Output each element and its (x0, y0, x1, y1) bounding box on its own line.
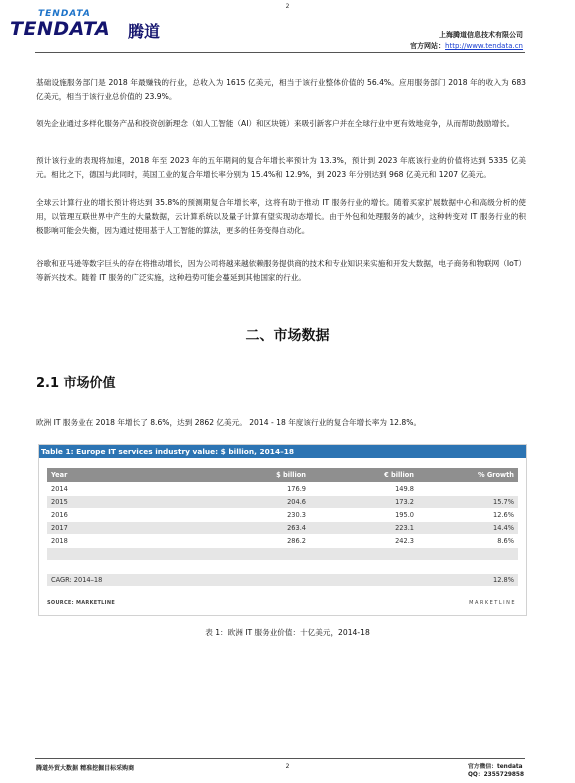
cell-year: 2015 (51, 498, 68, 506)
table-caption: 表 1：欧洲 IT 服务业价值：十亿美元，2014-18 (205, 628, 370, 637)
cell-year: 2017 (51, 524, 68, 532)
company-name: 上海腾道信息技术有限公司 (439, 31, 523, 39)
column-header-growth: % Growth (477, 471, 514, 479)
tendata-logo (10, 8, 170, 44)
table-row (47, 535, 518, 547)
top-page-number: 2 (285, 3, 290, 10)
logo-small-text: TENDATA (38, 9, 91, 19)
paragraph-cloud: 全球云计算行业的增长预计将达到 35.8%的预测期复合年增长率，这将有助于推动 IT 服务行业的增长。随着买家扩展数据中心和高级分析的使用，以管理互联世界中产生的大量数据，云计算系统以及量子计算有望实现动态增长。由于外包和处理服务的减少，这种转变对 IT 服务行业的积极影响可能会失衡，因为通过使用基于人工智能的算法，更多的任务变得自动化。 (36, 198, 526, 235)
cell-eur: 242.3 (395, 537, 414, 545)
website-label: 官方网站： (410, 42, 446, 50)
table-cagr-row (47, 574, 518, 586)
column-header-eur: € billion (384, 471, 414, 479)
cell-eur: 223.1 (395, 524, 414, 532)
cell-year: 2018 (51, 537, 68, 545)
column-header-usd: $ billion (276, 471, 306, 479)
table-spacer-row (47, 561, 518, 573)
cagr-value: 12.8% (493, 576, 514, 584)
footer-wechat: 官方微信：tendata (468, 764, 523, 770)
table-row (47, 509, 518, 521)
table-row (47, 496, 518, 508)
table-source: SOURCE: MARKETLINE (47, 600, 116, 606)
cell-growth: 12.6% (493, 511, 514, 519)
table-brand: MARKETLINE (469, 600, 516, 606)
paragraph-digital-giants: 谷歌和亚马逊等数字巨头的存在将推动增长，因为公司将越来越依赖服务提供商的技术和专业知识来实施和开发大数据，电子商务和物联网（IoT）等新兴技术。随着 IT 服务的广泛实施，这种趋势可能会蔓延到其他国家的行业。 (36, 259, 526, 282)
paragraph-infrastructure: 基础设施服务部门是 2018 年最赚钱的行业，总收入为 1615 亿美元，相当于该行业整体价值的 56.4%。应用服务部门 2018 年的收入为 683 亿美元，相当于该行业总价值的 23.9%。 (36, 78, 526, 101)
footer-divider (35, 758, 525, 759)
intro-sentence: 欧洲 IT 服务业在 2018 年增长了 8.6%，达到 2862 亿美元。 2014 - 18 年度该行业的复合年增长率为 12.8%。 (36, 418, 422, 427)
table-row (47, 483, 518, 495)
cagr-label: CAGR: 2014–18 (51, 576, 103, 584)
table-spacer-row (47, 548, 518, 560)
cell-usd: 204.6 (287, 498, 306, 506)
logo-chinese-text: 腾道 (128, 22, 161, 41)
cell-growth: 8.6% (497, 537, 514, 545)
cell-usd: 286.2 (287, 537, 306, 545)
footer-qq: QQ：2355729858 (468, 772, 524, 778)
cell-usd: 230.3 (287, 511, 306, 519)
website-line (410, 41, 523, 51)
cell-usd: 176.9 (287, 485, 306, 493)
cell-year: 2016 (51, 511, 68, 519)
column-header-year: Year (51, 471, 68, 479)
cell-eur: 195.0 (395, 511, 414, 519)
table-header-row (47, 468, 518, 482)
logo-main-text: TENDATA (10, 18, 111, 40)
cell-eur: 149.8 (395, 485, 414, 493)
cell-growth: 14.4% (493, 524, 514, 532)
footer-slogan: 腾道外贸大数据 精准挖掘目标采购商 (36, 765, 135, 772)
table-title: Table 1: Europe IT services industry value: $ billion, 2014–18 (39, 445, 526, 458)
paragraph-leading-companies: 领先企业通过多样化服务产品和投资创新理念（如人工智能（AI）和区块链）来吸引新客户并在全球行业中更有效地竞争，从而帮助鼓励增长。 (36, 119, 515, 128)
footer-page-number: 2 (285, 763, 290, 770)
paragraph-forecast: 预计该行业的表现将加速，2018 年至 2023 年的五年期间的复合年增长率预计为 13.3%，预计到 2023 年底该行业的价值将达到 5335 亿美元。相比之下，德国与此同时，英国工业的复合年增长率分别为 15.4%和 12.9%，到 2023 年分别达到 968 亿美元和 1207 亿美元。 (36, 156, 526, 179)
header-divider (35, 52, 525, 53)
section-heading: 二、市场数据 (245, 328, 330, 344)
cell-eur: 173.2 (395, 498, 414, 506)
website-link[interactable]: http://www.tendata.cn (445, 42, 523, 50)
cell-year: 2014 (51, 485, 68, 493)
subsection-heading: 2.1 市场价值 (36, 376, 116, 391)
cell-growth: 15.7% (493, 498, 514, 506)
table-row (47, 522, 518, 534)
table-figure (38, 444, 527, 616)
footer-contact (468, 763, 524, 779)
cell-usd: 263.4 (287, 524, 306, 532)
